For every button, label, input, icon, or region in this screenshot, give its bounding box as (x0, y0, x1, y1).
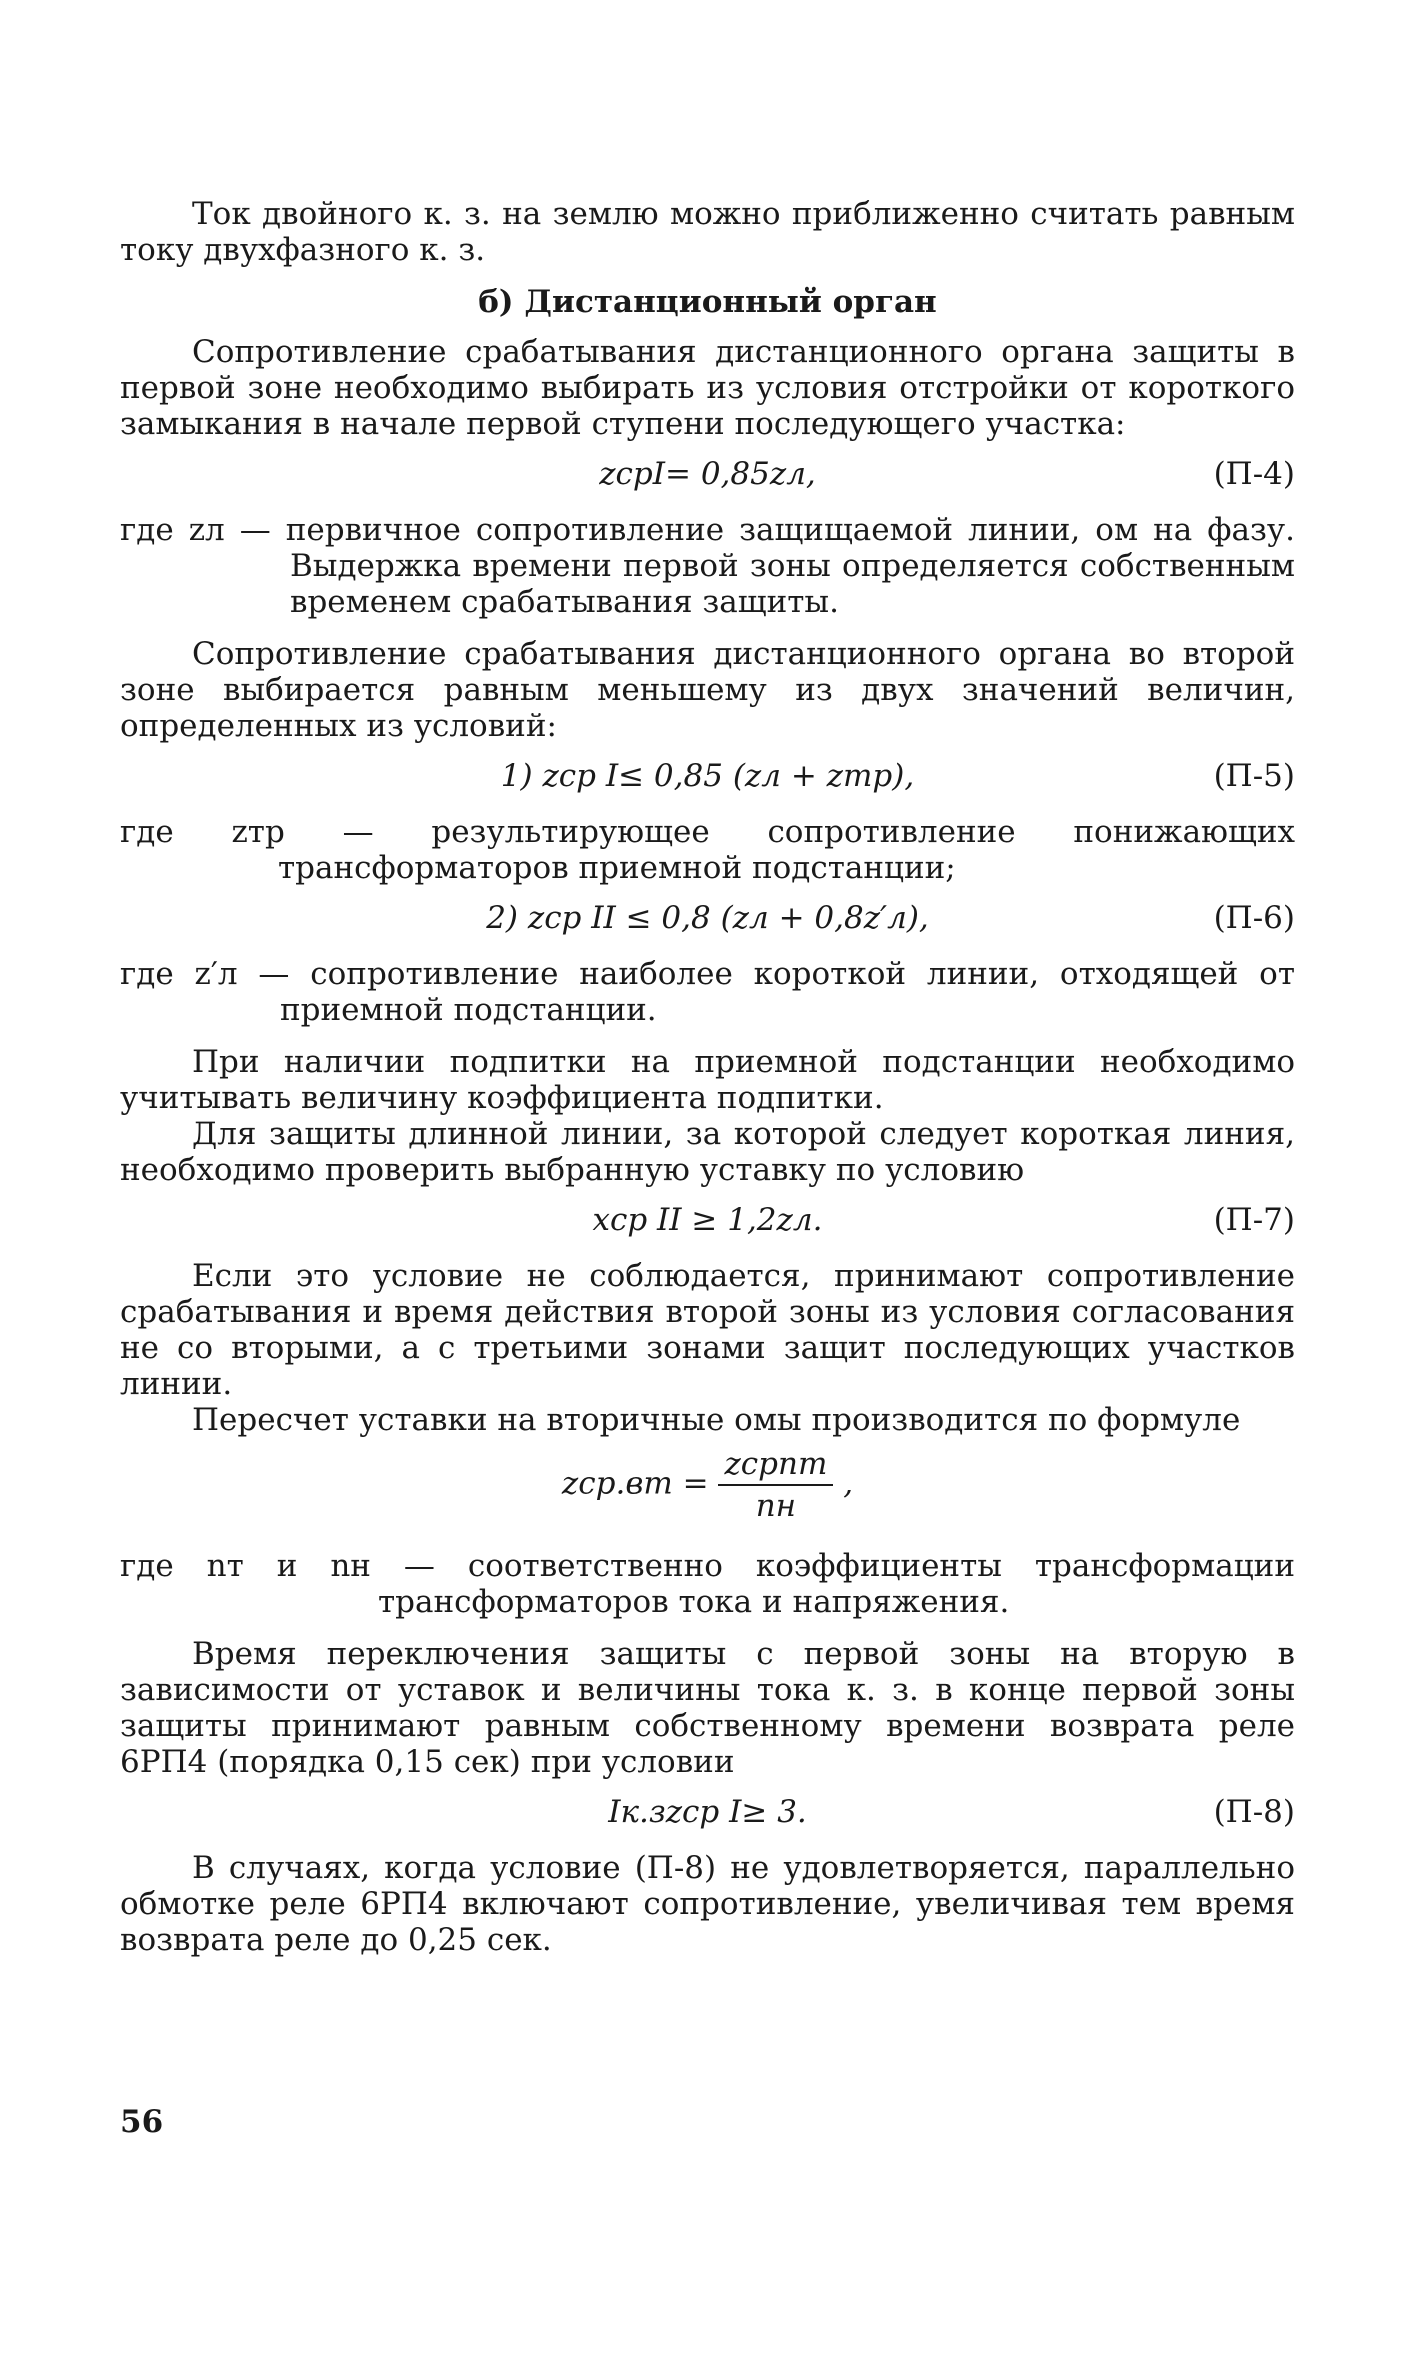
definition-zl-prime: где z′л — сопротивление наиболее короткой линии, отходящей от приемной подстанции. (120, 956, 1295, 1028)
paragraph-7: Пересчет уставки на вторичные омы производится по формуле (192, 1402, 1241, 1438)
formula-secondary-tail: , (843, 1465, 854, 1502)
formula-secondary-ohms (120, 1446, 1295, 1530)
paragraph-1: Ток двойного к. з. на землю можно приближенно считать равным току двухфазного к. з. (120, 196, 1295, 268)
paragraph-8: Время переключения защиты с первой зоны на вторую в зависимости от уставок и величины тока к. з. в конце первой зоны защиты принимают равным собственному времени возврата реле 6РП4 (порядка 0,15 сек) при условии (120, 1636, 1295, 1780)
definition-nt-nn: где nт и nн — соответственно коэффициенты трансформации трансформаторов тока и напряжения. (120, 1548, 1295, 1620)
formula-p8 (120, 1794, 1295, 1834)
formula-p8-expression: Iк.зzср I≥ 3. (608, 1794, 807, 1830)
paragraph-6: Если это условие не соблюдается, принимают сопротивление срабатывания и время действия второй зоны из условия согласования не со вторыми, а с третьими зонами защит последующих участков линии. (120, 1258, 1295, 1402)
paragraph-5: Для защиты длинной линии, за которой следует короткая линия, необходимо проверить выбранную уставку по условию (120, 1116, 1295, 1188)
section-heading: б) Дистанционный орган (478, 284, 937, 320)
formula-p4 (120, 456, 1295, 496)
formula-p8-number: (П-8) (1213, 1794, 1295, 1830)
paragraph-3: Сопротивление срабатывания дистанционного органа во второй зоне выбирается равным меньшему из двух значений величин, определенных из условий: (120, 636, 1295, 744)
formula-p7 (120, 1202, 1295, 1242)
formula-p5 (120, 758, 1295, 798)
formula-p7-expression: xср II ≥ 1,2zл. (592, 1202, 823, 1238)
formula-p5-expression: 1) zср I≤ 0,85 (zл + zтр), (500, 758, 915, 794)
paragraph-2: Сопротивление срабатывания дистанционного органа защиты в первой зоне необходимо выбирать из условия отстройки от короткого замыкания в начале первой ступени последующего участка: (120, 334, 1295, 442)
formula-p7-number: (П-7) (1213, 1202, 1295, 1238)
paragraph-9: В случаях, когда условие (П-8) не удовлетворяется, параллельно обмотке реле 6РП4 включают сопротивление, увеличивая тем время возврата реле до 0,25 сек. (120, 1850, 1295, 1958)
formula-p4-expression: zсрI= 0,85zл, (599, 456, 816, 492)
formula-p6 (120, 900, 1295, 940)
definition-ztr: где zтр — результирующее сопротивление понижающих трансформаторов приемной подстанции; (120, 814, 1295, 886)
definition-zl: где zл — первичное сопротивление защищаемой линии, ом на фазу. Выдержка времени первой зоны определяется собственным временем срабатывания защиты. (120, 512, 1295, 620)
formula-p6-number: (П-6) (1213, 900, 1295, 936)
formula-secondary-fraction (718, 1446, 833, 1524)
formula-secondary-denominator: nн (755, 1488, 797, 1524)
formula-p5-number: (П-5) (1213, 758, 1295, 794)
formula-p6-expression: 2) zср II ≤ 0,8 (zл + 0,8z′л), (486, 900, 929, 936)
formula-p4-number: (П-4) (1213, 456, 1295, 492)
formula-secondary-numerator: zсрnт (718, 1446, 833, 1486)
page-number: 56 (120, 2104, 164, 2140)
formula-secondary-left: zср.вт = (561, 1465, 709, 1502)
paragraph-4: При наличии подпитки на приемной подстанции необходимо учитывать величину коэффициента подпитки. (120, 1044, 1295, 1116)
page-body (120, 196, 1295, 1958)
